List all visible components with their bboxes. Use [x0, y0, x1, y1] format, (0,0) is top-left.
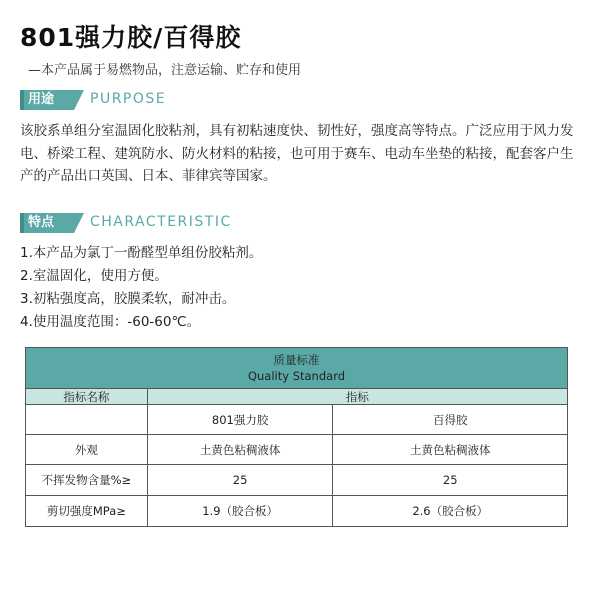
table-cell: 801强力胶 — [147, 405, 333, 435]
purpose-tag: 用途 — [20, 90, 74, 110]
tag-arrow-shape — [74, 213, 84, 233]
table-title-cell — [26, 348, 568, 389]
table-cell: 2.6（胶合板） — [333, 496, 568, 527]
tag-accent-bar — [20, 213, 24, 233]
table-cell: 土黄色粘稠液体 — [147, 435, 333, 465]
subtitle: —本产品属于易燃物品，注意运输、贮存和使用 — [28, 63, 302, 78]
table-cell — [26, 405, 148, 435]
characteristic-heading-en: CHARACTERISTIC — [90, 214, 232, 230]
table-header-row — [26, 389, 568, 405]
characteristic-list — [20, 242, 262, 334]
tag-accent-bar — [20, 90, 24, 110]
characteristic-tag: 特点 — [20, 213, 74, 233]
table-cell: 25 — [333, 465, 568, 496]
table-cell: 外观 — [26, 435, 148, 465]
table-row — [26, 405, 568, 435]
header-cell: 指标 — [147, 389, 567, 405]
table-cell: 剪切强度MPa≥ — [26, 496, 148, 527]
tag-arrow-shape — [74, 90, 84, 110]
table-title-cn: 质量标准 — [273, 353, 320, 367]
table-title-en: Quality Standard — [247, 369, 346, 383]
list-item: 4.使用温度范围：-60-60℃。 — [20, 314, 201, 330]
header-cell: 指标名称 — [26, 389, 148, 405]
purpose-heading-en: PURPOSE — [90, 91, 167, 107]
table-row — [26, 435, 568, 465]
table-cell: 百得胶 — [333, 405, 568, 435]
list-item: 2.室温固化，使用方便。 — [20, 268, 168, 284]
table-cell: 25 — [147, 465, 333, 496]
table-cell: 1.9（胶合板） — [147, 496, 333, 527]
table-cell: 不挥发物含量%≥ — [26, 465, 148, 496]
table-title-row — [26, 348, 568, 389]
table-row — [26, 465, 568, 496]
purpose-section-header — [20, 90, 580, 112]
purpose-text: 该胶系单组分室温固化胶粘剂，具有初粘速度快、韧性好，强度高等特点。广泛应用于风力发电、桥梁工程、建筑防水、防火材料的粘接，也可用于赛车、电动车坐垫的粘接，配套客户生产的产品出口英国、日本、菲律宾等国家。 — [20, 123, 574, 184]
list-item: 1.本产品为氯丁一酚醛型单组份胶粘剂。 — [20, 245, 263, 261]
page-title: 801强力胶/百得胶 — [20, 23, 242, 52]
table-row — [26, 496, 568, 527]
list-item: 3.初粘强度高，胶膜柔软，耐冲击。 — [20, 291, 236, 307]
characteristic-section-header — [20, 213, 580, 235]
quality-standard-table — [25, 347, 568, 527]
table-cell: 土黄色粘稠液体 — [333, 435, 568, 465]
